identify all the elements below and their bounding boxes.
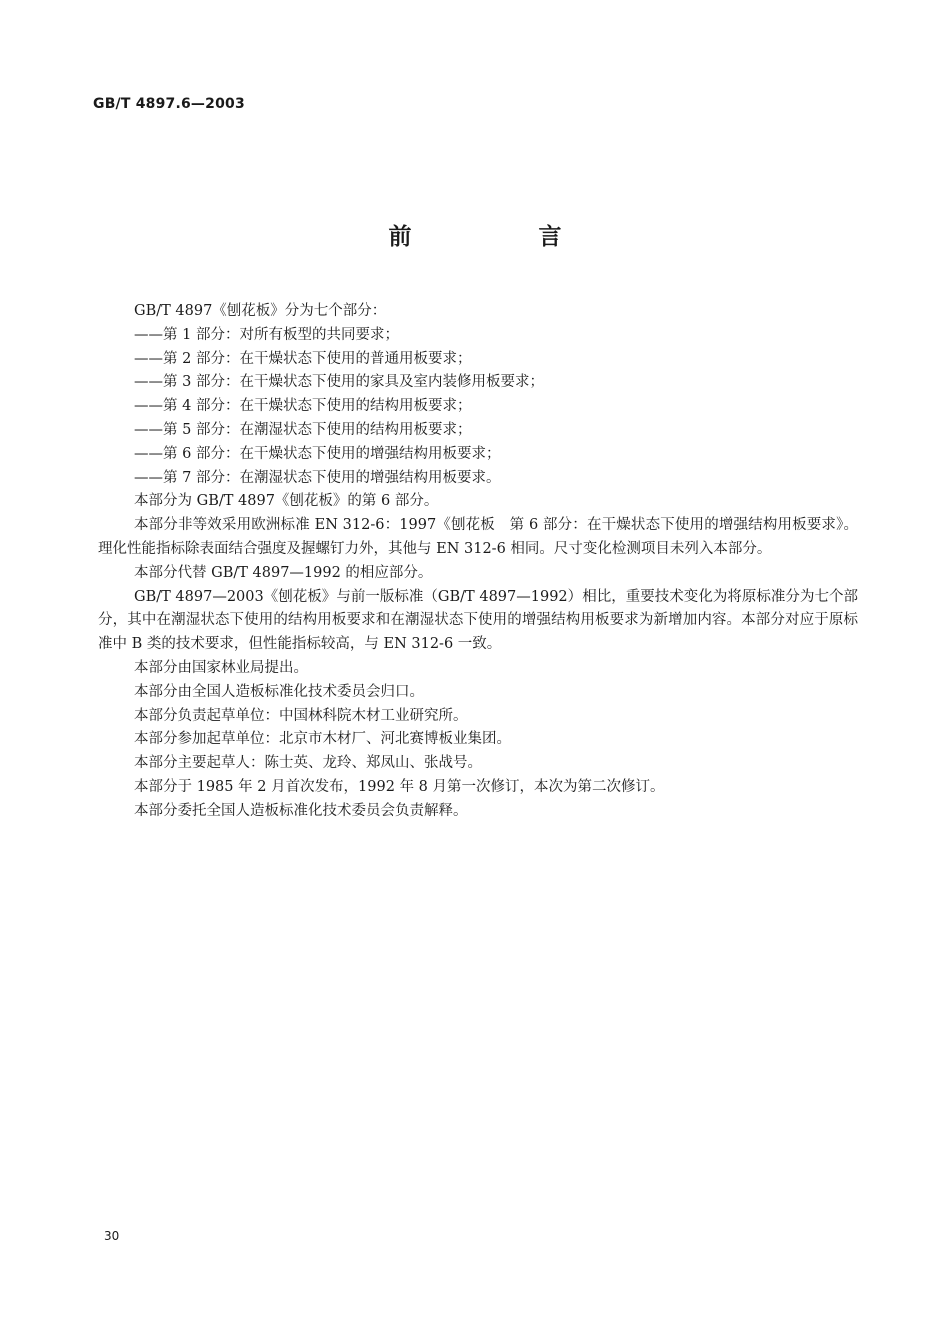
list-item-part-3: ——第 3 部分：在干燥状态下使用的家具及室内装修用板要求；: [134, 374, 544, 391]
paragraph-drafting-unit: 本部分负责起草单位：中国林科院木材工业研究所。: [134, 707, 468, 724]
paragraph-participating-units: 本部分参加起草单位：北京市木材厂、河北赛博板业集团。: [134, 731, 511, 748]
paragraph-proposed-by: 本部分由国家林业局提出。: [134, 659, 308, 676]
page-number: 30: [104, 1229, 120, 1243]
list-item-part-7: ——第 7 部分：在潮湿状态下使用的增强结构用板要求。: [134, 469, 501, 486]
list-item-part-1: ——第 1 部分：对所有板型的共同要求；: [134, 326, 399, 343]
paragraph-part-scope: 本部分为 GB/T 4897《刨花板》的第 6 部分。: [134, 493, 439, 510]
paragraph-replaces: 本部分代替 GB/T 4897—1992 的相应部分。: [134, 564, 433, 581]
paragraph-history: 本部分于 1985 年 2 月首次发布，1992 年 8 月第一次修订，本次为第二次修订。: [134, 778, 665, 795]
list-item-part-5: ——第 5 部分：在潮湿状态下使用的结构用板要求；: [134, 421, 472, 438]
paragraph-centralized-by: 本部分由全国人造板标准化技术委员会归口。: [134, 683, 424, 700]
section-title-foreword: 前 言: [388, 224, 614, 250]
standard-number: GB/T 4897.6—2003: [93, 96, 245, 112]
foreword-body: [98, 300, 858, 824]
paragraph-drafters: 本部分主要起草人：陈士英、龙玲、郑凤山、张战号。: [134, 755, 482, 772]
list-item-part-2: ——第 2 部分：在干燥状态下使用的普通用板要求；: [134, 350, 472, 367]
paragraph-interpretation: 本部分委托全国人造板标准化技术委员会负责解释。: [134, 802, 468, 819]
paragraph-changes: GB/T 4897—2003《刨花板》与前一版标准（GB/T 4897—1992）相比，重要技术变化为将原标准分为七个部分，其中在潮湿状态下使用的结构用板要求和在潮湿状态下使用的增强结构用板要求为新增加内容。本部分对应于原标准中 B 类的技术要求，但性能指标较高，与 EN 312-6 一致。: [98, 588, 858, 653]
list-item-part-6: ——第 6 部分：在干燥状态下使用的增强结构用板要求；: [134, 445, 501, 462]
intro-paragraph: GB/T 4897《刨花板》分为七个部分：: [134, 303, 387, 319]
list-item-part-4: ——第 4 部分：在干燥状态下使用的结构用板要求；: [134, 398, 472, 415]
paragraph-adoption: 本部分非等效采用欧洲标准 EN 312-6：1997《刨花板 第 6 部分：在干燥状态下使用的增强结构用板要求》。理化性能指标除表面结合强度及握螺钉力外，其他与 EN 312-6 相同。尺寸变化检测项目未列入本部分。: [98, 517, 858, 557]
